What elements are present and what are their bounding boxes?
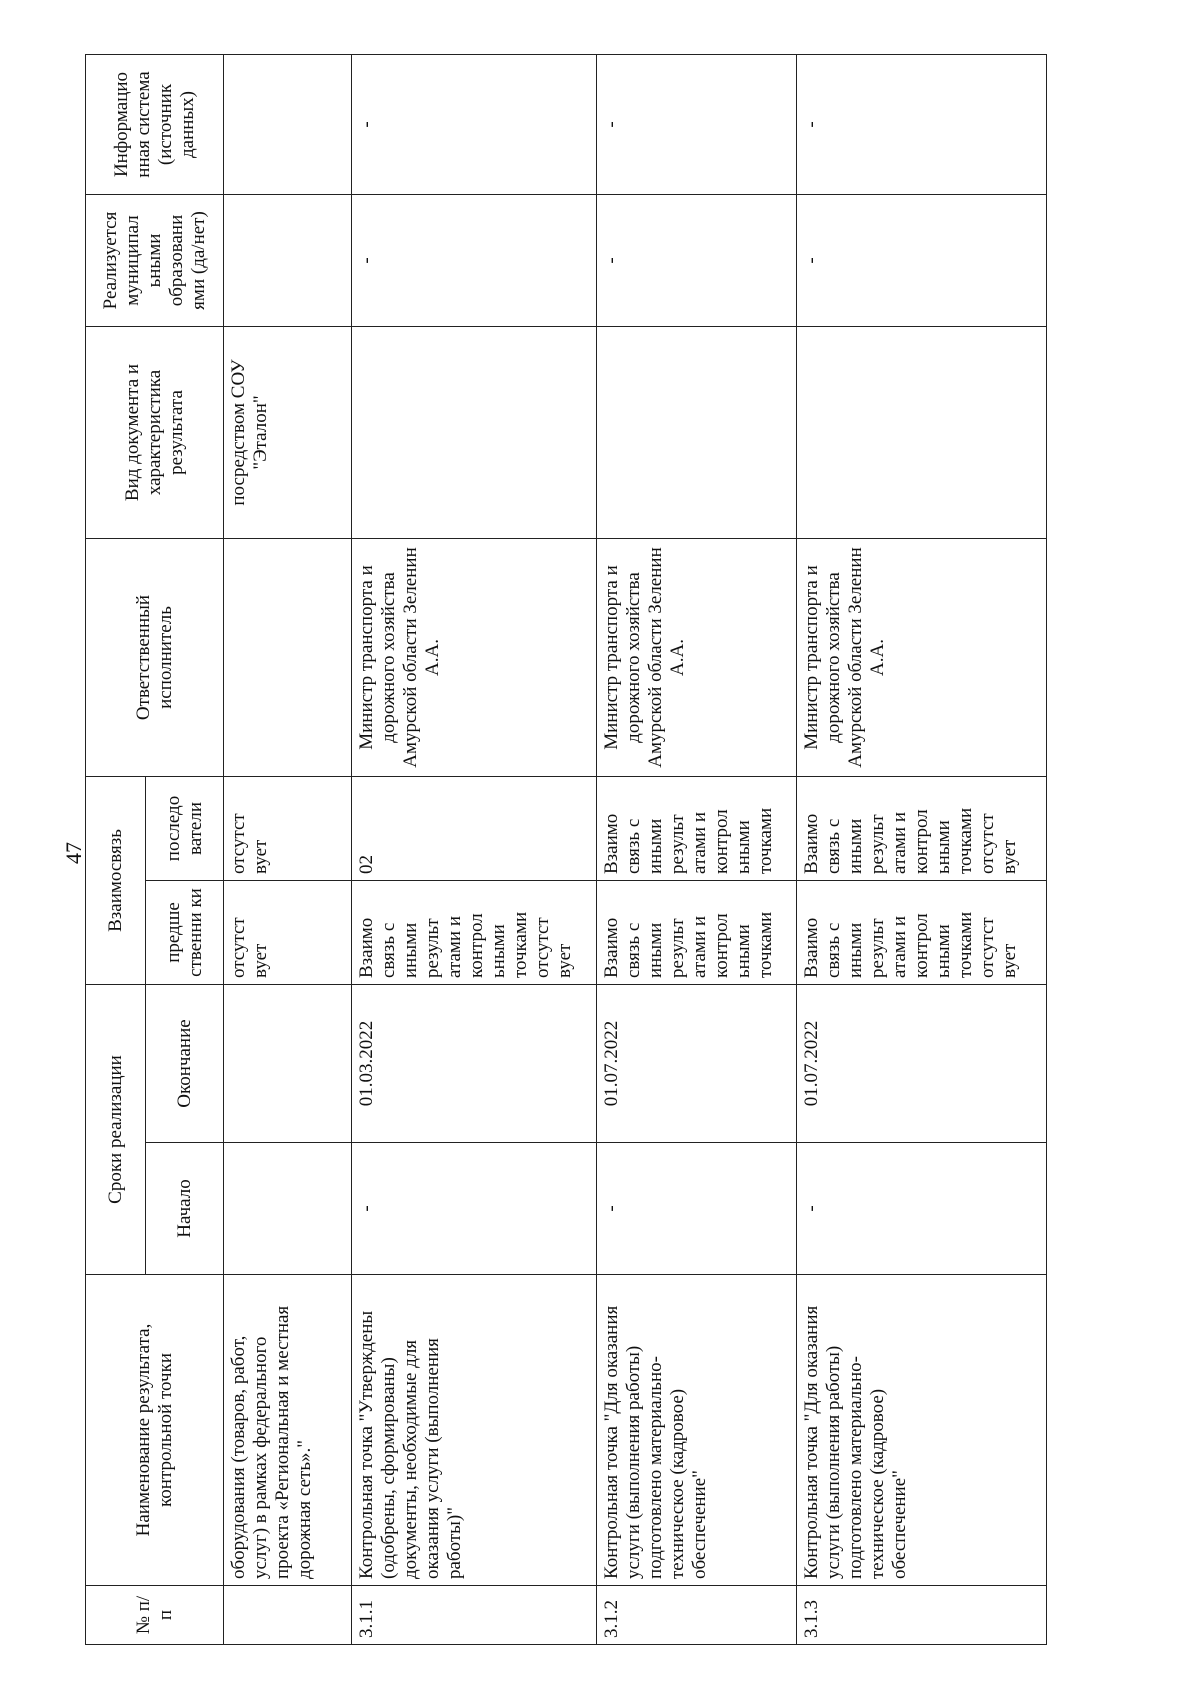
results-table bbox=[85, 54, 1047, 1645]
row-responsible: Министр транспорта и дорожного хозяйства Амурской области Зеленин А.А. bbox=[797, 539, 1047, 777]
page-number: 47 bbox=[61, 842, 86, 864]
row-responsible: Министр транспорта и дорожного хозяйства Амурской области Зеленин А.А. bbox=[597, 539, 797, 777]
header-responsible: Ответственный исполнитель bbox=[86, 539, 224, 777]
row-start: - bbox=[797, 1143, 1047, 1275]
row-info-system: - bbox=[352, 55, 597, 195]
row-num: 3.1.3 bbox=[797, 1586, 1047, 1645]
row-name: Контрольная точка "Для оказания услуги (выполнения работы) подготовлено материально-техническое (кадровое) обеспечение" bbox=[797, 1275, 1047, 1586]
header-start: Начало bbox=[146, 1143, 224, 1275]
row-num: 3.1.2 bbox=[597, 1586, 797, 1645]
row-start: - bbox=[352, 1143, 597, 1275]
row-end bbox=[224, 985, 352, 1143]
row-municipal: - bbox=[797, 195, 1047, 327]
table-row bbox=[224, 55, 352, 1645]
header-num: № п/п bbox=[86, 1586, 224, 1645]
table-row bbox=[597, 55, 797, 1645]
header-predecessors: предше ственни ки bbox=[146, 881, 224, 985]
table-row bbox=[797, 55, 1047, 1645]
row-successors: Взаимо связь с иными результ атами и контрол ьными точками bbox=[597, 777, 797, 881]
row-info-system: - bbox=[797, 55, 1047, 195]
row-name: Контрольная точка "Утверждены (одобрены, сформированы) документы, необходимые для оказания услуги (выполнения работы)" bbox=[352, 1275, 597, 1586]
row-start: - bbox=[597, 1143, 797, 1275]
row-predecessors: Взаимо связь с иными результ атами и контрол ьными точками отсутст вует bbox=[797, 881, 1047, 985]
header-municipal: Реализуется муниципал ьными образовани ями (да/нет) bbox=[86, 195, 224, 327]
row-municipal: - bbox=[597, 195, 797, 327]
header-dates-group: Сроки реализации bbox=[86, 985, 146, 1275]
header-info-system: Информацио нная система (источник данных) bbox=[86, 55, 224, 195]
row-document bbox=[797, 327, 1047, 539]
row-end: 01.07.2022 bbox=[797, 985, 1047, 1143]
row-num bbox=[224, 1586, 352, 1645]
row-municipal bbox=[224, 195, 352, 327]
row-successors: отсутст вует bbox=[224, 777, 352, 881]
row-num: 3.1.1 bbox=[352, 1586, 597, 1645]
row-info-system: - bbox=[597, 55, 797, 195]
row-name: оборудования (товаров, работ, услуг) в рамках федерального проекта «Региональная и местная дорожная сеть»." bbox=[224, 1275, 352, 1586]
row-info-system bbox=[224, 55, 352, 195]
header-successors: последо ватели bbox=[146, 777, 224, 881]
row-document bbox=[352, 327, 597, 539]
header-end: Окончание bbox=[146, 985, 224, 1143]
row-end: 01.07.2022 bbox=[597, 985, 797, 1143]
table-row bbox=[352, 55, 597, 1645]
row-document: посредством СОУ "Эталон" bbox=[224, 327, 352, 539]
row-name: Контрольная точка "Для оказания услуги (выполнения работы) подготовлено материально-техническое (кадровое) обеспечение" bbox=[597, 1275, 797, 1586]
row-document bbox=[597, 327, 797, 539]
row-predecessors: Взаимо связь с иными результ атами и контрол ьными точками bbox=[597, 881, 797, 985]
row-end: 01.03.2022 bbox=[352, 985, 597, 1143]
row-municipal: - bbox=[352, 195, 597, 327]
row-responsible: Министр транспорта и дорожного хозяйства Амурской области Зеленин А.А. bbox=[352, 539, 597, 777]
rotated-page bbox=[85, 65, 1120, 1645]
header-links-group: Взаимосвязь bbox=[86, 777, 146, 985]
row-start bbox=[224, 1143, 352, 1275]
row-responsible bbox=[224, 539, 352, 777]
row-predecessors: Взаимо связь с иными результ атами и контрол ьными точками отсутст вует bbox=[352, 881, 597, 985]
header-row-1 bbox=[86, 55, 146, 1645]
header-name: Наименование результата, контрольной точки bbox=[86, 1275, 224, 1586]
row-successors: Взаимо связь с иными результ атами и контрол ьными точками отсутст вует bbox=[797, 777, 1047, 881]
row-successors: 02 bbox=[352, 777, 597, 881]
header-document: Вид документа и характеристика результата bbox=[86, 327, 224, 539]
row-predecessors: отсутст вует bbox=[224, 881, 352, 985]
